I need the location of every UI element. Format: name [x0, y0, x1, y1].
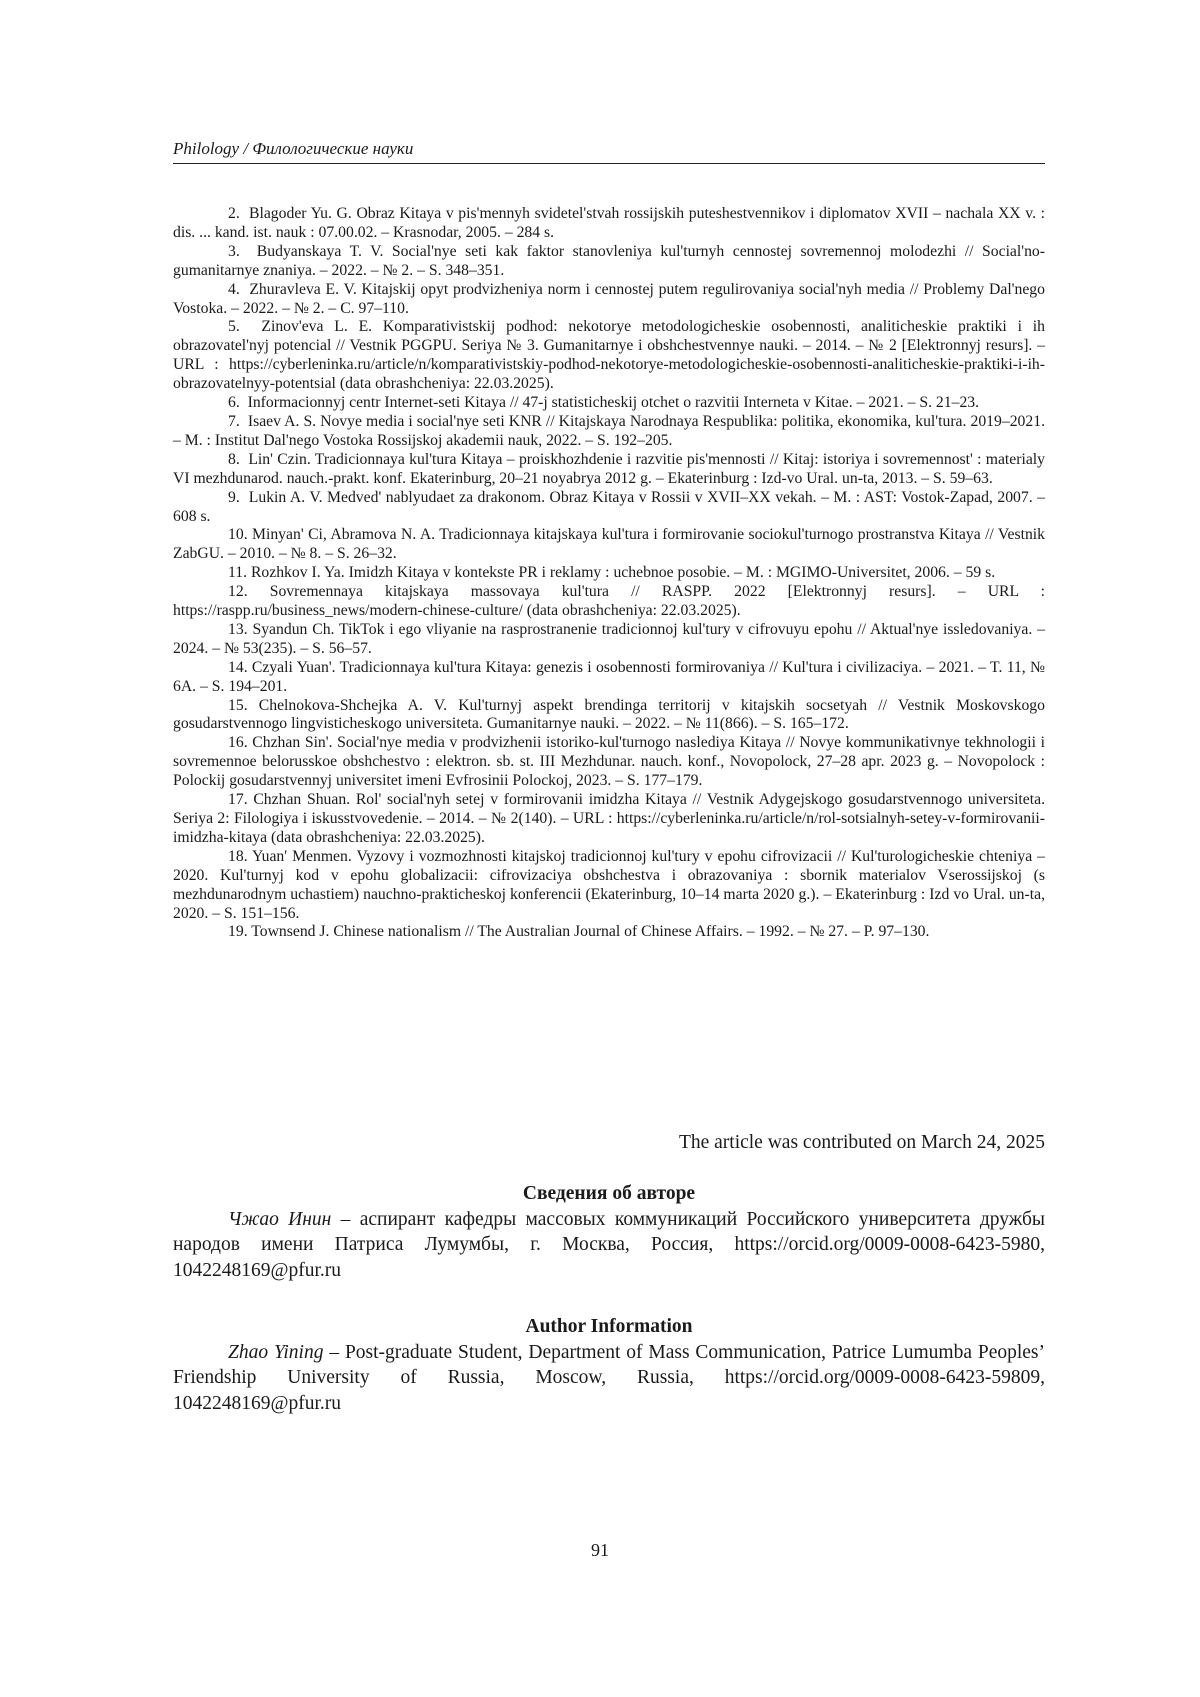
reference-item: 12. Sovremennaya kitajskaya massovaya kul'tura // RASPP. 2022 [Elektronnyj resurs]. – URL : https://raspp.ru/business_news/modern-chinese-culture/ (data obrashcheniya: 22.03.2025). [173, 583, 1045, 620]
author-name-en: Zhao Yining [228, 1341, 324, 1363]
author-info-en [173, 1314, 1045, 1416]
author-name-ru: Чжао Инин [228, 1208, 332, 1230]
author-bio-en [173, 1340, 1045, 1417]
author-info-ru [173, 1181, 1045, 1283]
reference-item: 8. Lin' Czin. Tradicionnaya kul'tura Kitaya – proiskhozhdenie i razvitie pis'mennosti // Kitaj: istoriya i sovremennost' : materialy VI mezhdunarod. nauch.-prakt. konf. Ekaterinburg, 20–21 noyabrya 2012 g. – Ekaterinburg : Izd-vo Ural. un-ta, 2013. – S. 59–63. [173, 450, 1045, 487]
reference-item: 17. Chzhan Shuan. Rol' social'nyh setej v formirovanii imidzha Kitaya // Vestnik Adygejskogo gosudarstvennogo universiteta. Seriya 2: Filologiya i iskusstvovedenie. – 2014. – № 2(140). – URL : https://cyberleninka.ru/article/n/rol-sotsialnyh-setey-v-formirovanii-imidzha-kitaya (data obrashcheniya: 22.03.2025). [173, 791, 1045, 846]
running-head: Philology / Филологические науки [173, 139, 1045, 164]
reference-item: 7. Isaev A. S. Novye media i social'nye seti KNR // Kitajskaya Narodnaya Respublika: politika, ekonomika, kul'tura. 2019–2021. – M. : Institut Dal'nego Vostoka Rossijskoj akademii nauk, 2022. – S. 192–205. [173, 412, 1045, 449]
page-number: 91 [591, 1540, 609, 1560]
reference-item: 2. Blagoder Yu. G. Obraz Kitaya v pis'mennyh svidetel'stvah rossijskih puteshestvennikov i diplomatov XVII – nachala XX v. : dis. ... kand. ist. nauk : 07.00.02. – Krasnodar, 2005. – 284 s. [173, 205, 1045, 241]
reference-item: 10. Minyan' Ci, Abramova N. A. Tradicionnaya kitajskaya kul'tura i formirovanie sociokul'turnogo prostranstva Kitaya // Vestnik ZabGU. – 2010. – № 8. – S. 26–32. [173, 526, 1045, 563]
reference-list [173, 205, 1045, 942]
reference-item: 16. Chzhan Sin'. Social'nye media v prodvizhenii istoriko-kul'turnogo naslediya Kitaya // Novye kommunikativnye tekhnologii i sovremennoe belorusskoe obshchestvo : elektron. sb. st. III Mezhdunar. nauch. konf., Novopolock, 27–28 apr. 2023 g. – Novopolock : Polockij gosudarstvennyj universitet imeni Evfrosinii Polockoj, 2023. – S. 177–179. [173, 734, 1045, 790]
reference-item: 11. Rozhkov I. Ya. Imidzh Kitaya v kontekste PR i reklamy : uchebnoe posobie. – M. : MGIMO-Universitet, 2006. – 59 s. [228, 564, 996, 582]
reference-item: 5. Zinov'eva L. E. Komparativistskij podhod: nekotorye metodologicheskie osobennosti, analiticheskie praktiki i ih obrazovatel'nyj potencial // Vestnik PGGPU. Seriya № 3. Gumanitarnye i obshchestvennye nauki. – 2014. – № 2 [Elektronnyj resurs]. – URL : https://cyberleninka.ru/article/n/komparativistskiy-podhod-nekotorye-metodologicheskie-osobennosti-analiticheskie-praktiki-i-ih-obrazovatelnyy-potentsial (data obrashcheniya: 22.03.2025). [173, 318, 1045, 393]
reference-item: 3. Budyanskaya T. V. Social'nye seti kak faktor stanovleniya kul'turnyh cennostej sovremennoj molodezhi // Social'no-gumanitarnye znaniya. – 2022. – № 2. – S. 348–351. [173, 242, 1045, 279]
author-info-heading-ru: Сведения об авторе [522, 1183, 696, 1204]
author-info-heading-en: Author Information [525, 1316, 693, 1337]
reference-item: 19. Townsend J. Chinese nationalism // The Australian Journal of Chinese Affairs. – 1992. – № 27. – P. 97–130. [228, 923, 930, 941]
reference-item: 6. Informacionnyj centr Internet-seti Kitaya // 47-j statisticheskij otchet o razvitii Interneta v Kitae. – 2021. – S. 21–23. [228, 394, 980, 412]
reference-item: 15. Chelnokova-Shchejka A. V. Kul'turnyj aspekt brendinga territorij v kitajskih socsetyah // Vestnik Moskovskogo gosudarstvennogo lingvisticheskogo universiteta. Gumanitarnye nauki. – 2022. – № 11(866). – S. 165–172. [173, 696, 1045, 733]
author-details-ru: – аспирант кафедры массовых коммуникаций Российского университета дружбы народов имени Патриса Лумумбы, г. Москва, Россия, https://orcid.org/0009-0008-6423-5980, 1042248169@pfur.ru [173, 1208, 1046, 1281]
reference-item: 18. Yuan' Menmen. Vyzovy i vozmozhnosti kitajskoj tradicionnoj kul'tury v epohu cifrovizacii // Kul'turologicheskie chteniya – 2020. Kul'turnyj kod v epohu globalizacii: cifrovizaciya obshchestva i obrazovaniya : sbornik materialov Vserossijskoj (s mezhdunarodnym uchastiem) nauchno-prakticheskoj konferencii (Ekaterinburg, 10–14 marta 2020 g.). – Ekaterinburg : Izd vo Ural. un-ta, 2020. – S. 151–156. [173, 847, 1045, 922]
author-bio-ru [173, 1207, 1045, 1284]
author-details-en: – Post-graduate Student, Department of Mass Communication, Patrice Lumumba Peoples’ Friendship University of Russia, Moscow, Russia, https://orcid.org/0009-0008-6423-59809, 1042248169@pfur.ru [173, 1341, 1045, 1414]
reference-item: 13. Syandun Ch. TikTok i ego vliyanie na rasprostranenie tradicionnoj kul'tury v cifrovuyu epohu // Aktual'nye issledovaniya. – 2024. – № 53(235). – S. 56–57. [173, 620, 1045, 657]
reference-item: 14. Czyali Yuan'. Tradicionnaya kul'tura Kitaya: genezis i osobennosti formirovaniya // Kul'tura i civilizaciya. – 2021. – T. 11, № 6A. – S. 194–201. [173, 658, 1045, 695]
contributed-date: The article was contributed on March 24, 2025 [678, 1132, 1045, 1153]
reference-item: 4. Zhuravleva E. V. Kitajskij opyt prodvizheniya norm i cennostej putem regulirovaniya social'nyh media // Problemy Dal'nego Vostoka. – 2022. – № 2. – С. 97–110. [173, 280, 1045, 317]
reference-item: 9. Lukin A. V. Medved' nablyudaet za drakonom. Obraz Kitaya v Rossii v XVII–XX vekah. – M. : AST: Vostok-Zapad, 2007. – 608 s. [173, 488, 1045, 525]
